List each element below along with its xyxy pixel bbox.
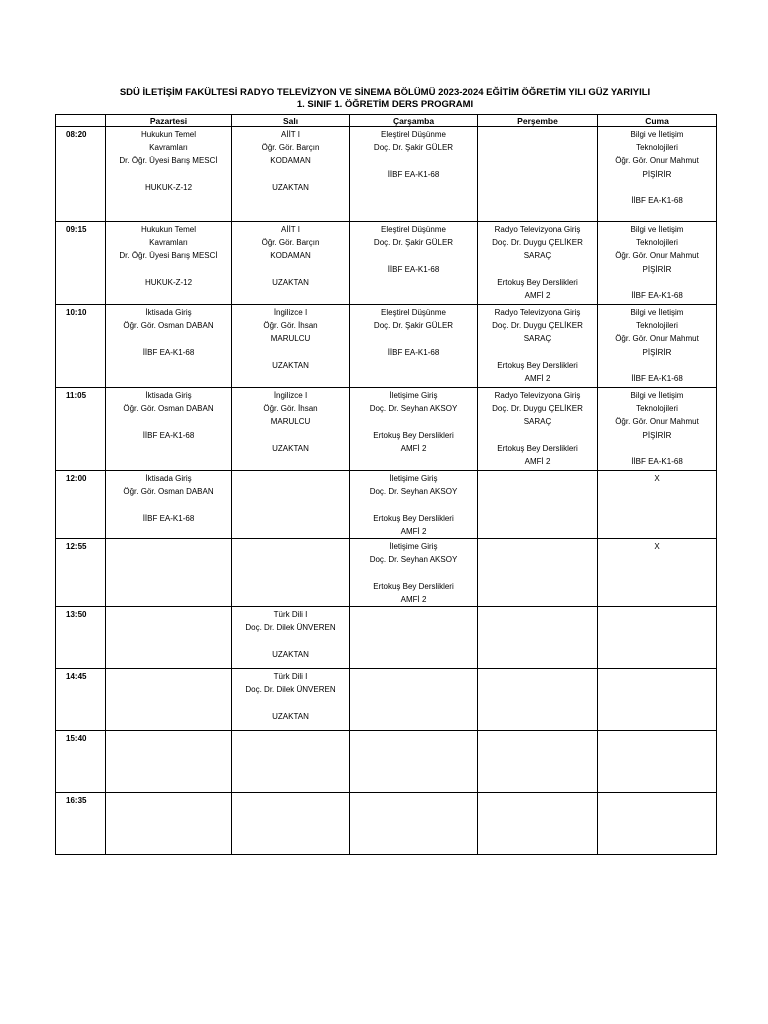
course-text: İktisada Giriş Öğr. Gör. Osman DABAN İİBF EA-K1-68 bbox=[123, 308, 214, 357]
table-row bbox=[56, 388, 717, 471]
course-text: Bilgi ve İletişim Teknolojileri Öğr. Gör. Onur Mahmut PİŞİRİR İİBF EA-K1-68 bbox=[615, 225, 699, 301]
course-cell bbox=[232, 305, 350, 388]
column-header-persembe: Perşembe bbox=[478, 115, 598, 127]
course-cell bbox=[478, 127, 598, 222]
table-row bbox=[56, 127, 717, 222]
course-text: Türk Dili I Doç. Dr. Dilek ÜNVEREN UZAKTAN bbox=[245, 610, 336, 659]
course-text: X bbox=[654, 542, 660, 552]
course-cell bbox=[598, 539, 717, 607]
course-text bbox=[232, 731, 349, 732]
course-cell bbox=[478, 222, 598, 305]
time-slot: 15:40 bbox=[56, 731, 106, 793]
column-header-cuma: Cuma bbox=[598, 115, 717, 127]
course-cell bbox=[232, 731, 350, 793]
time-slot: 14:45 bbox=[56, 669, 106, 731]
course-cell bbox=[106, 669, 232, 731]
course-cell bbox=[106, 607, 232, 669]
course-cell bbox=[598, 222, 717, 305]
time-slot: 09:15 bbox=[56, 222, 106, 305]
course-cell bbox=[106, 388, 232, 471]
course-text: İletişime Giriş Doç. Dr. Seyhan AKSOY Ertokuş Bey Derslikleri AMFİ 2 bbox=[369, 542, 458, 604]
course-cell bbox=[478, 539, 598, 607]
time-slot: 10:10 bbox=[56, 305, 106, 388]
course-text: AİİT I Öğr. Gör. Barçın KODAMAN UZAKTAN bbox=[261, 130, 320, 192]
course-cell bbox=[350, 731, 478, 793]
course-text: İktisada Giriş Öğr. Gör. Osman DABAN İİBF EA-K1-68 bbox=[123, 474, 214, 523]
course-cell bbox=[106, 731, 232, 793]
course-text bbox=[350, 607, 477, 608]
course-text: Eleştirel Düşünme Doç. Dr. Şakir GÜLER İİBF EA-K1-68 bbox=[373, 225, 454, 274]
course-cell bbox=[106, 222, 232, 305]
course-cell bbox=[106, 305, 232, 388]
course-text bbox=[598, 669, 716, 670]
course-text bbox=[478, 127, 597, 128]
course-cell bbox=[478, 471, 598, 539]
column-header-pazartesi: Pazartesi bbox=[106, 115, 232, 127]
course-cell bbox=[598, 607, 717, 669]
table-row bbox=[56, 731, 717, 793]
course-text: Türk Dili I Doç. Dr. Dilek ÜNVEREN UZAKTAN bbox=[245, 672, 336, 721]
header-row bbox=[56, 115, 717, 127]
course-cell bbox=[232, 471, 350, 539]
course-cell bbox=[478, 793, 598, 855]
course-text bbox=[106, 731, 231, 732]
course-cell bbox=[478, 305, 598, 388]
course-text: Hukukun Temel Kavramları Dr. Öğr. Üyesi Barış MESCİ HUKUK-Z-12 bbox=[119, 225, 218, 287]
time-slot: 16:35 bbox=[56, 793, 106, 855]
course-text: İngilizce I Öğr. Gör. İhsan MARULCU UZAKTAN bbox=[263, 308, 318, 370]
course-cell bbox=[232, 388, 350, 471]
course-cell bbox=[478, 388, 598, 471]
course-text bbox=[350, 669, 477, 670]
course-cell bbox=[106, 793, 232, 855]
course-text: İletişime Giriş Doç. Dr. Seyhan AKSOY Ertokuş Bey Derslikleri AMFİ 2 bbox=[369, 474, 458, 536]
course-text: Bilgi ve İletişim Teknolojileri Öğr. Gör. Onur Mahmut PİŞİRİR İİBF EA-K1-68 bbox=[615, 308, 699, 384]
column-header-time bbox=[56, 115, 106, 127]
course-cell bbox=[106, 127, 232, 222]
page-subtitle: 1. SINIF 1. ÖĞRETİM DERS PROGRAMI bbox=[296, 99, 474, 110]
course-text bbox=[478, 669, 597, 670]
course-text bbox=[598, 793, 716, 794]
course-cell bbox=[478, 607, 598, 669]
table-row bbox=[56, 222, 717, 305]
course-cell bbox=[598, 305, 717, 388]
course-text: Eleştirel Düşünme Doç. Dr. Şakir GÜLER İİBF EA-K1-68 bbox=[373, 308, 454, 357]
course-cell bbox=[478, 731, 598, 793]
course-cell bbox=[106, 539, 232, 607]
course-cell bbox=[106, 471, 232, 539]
course-text: İngilizce I Öğr. Gör. İhsan MARULCU UZAKTAN bbox=[263, 391, 318, 453]
course-text bbox=[478, 471, 597, 472]
course-cell bbox=[478, 669, 598, 731]
course-text: Radyo Televizyona Giriş Doç. Dr. Duygu ÇELİKER SARAÇ Ertokuş Bey Derslikleri AMFİ 2 bbox=[492, 308, 583, 384]
time-slot: 11:05 bbox=[56, 388, 106, 471]
course-text: Bilgi ve İletişim Teknolojileri Öğr. Gör. Onur Mahmut PİŞİRİR İİBF EA-K1-68 bbox=[615, 130, 699, 206]
course-text bbox=[478, 731, 597, 732]
course-text: AİİT I Öğr. Gör. Barçın KODAMAN UZAKTAN bbox=[261, 225, 320, 287]
time-slot: 12:00 bbox=[56, 471, 106, 539]
course-cell bbox=[232, 222, 350, 305]
course-text bbox=[598, 607, 716, 608]
course-text bbox=[106, 607, 231, 608]
time-slot: 12:55 bbox=[56, 539, 106, 607]
table-row bbox=[56, 607, 717, 669]
course-cell bbox=[350, 222, 478, 305]
course-cell bbox=[350, 539, 478, 607]
table-row bbox=[56, 305, 717, 388]
course-text: X bbox=[654, 474, 660, 483]
course-text bbox=[350, 793, 477, 794]
course-text bbox=[478, 539, 597, 540]
course-text bbox=[350, 731, 477, 732]
course-cell bbox=[232, 539, 350, 607]
course-cell bbox=[232, 607, 350, 669]
course-text bbox=[106, 793, 231, 794]
page-title: SDÜ İLETİŞİM FAKÜLTESİ RADYO TELEVİZYON VE SİNEMA BÖLÜMÜ 2023-2024 EĞİTİM ÖĞRETİM YILI GÜZ YARIYILI bbox=[119, 87, 651, 98]
course-text bbox=[478, 793, 597, 794]
course-cell bbox=[598, 127, 717, 222]
course-text: Hukukun Temel Kavramları Dr. Öğr. Üyesi Barış MESCİ HUKUK-Z-12 bbox=[119, 130, 218, 192]
course-cell bbox=[350, 388, 478, 471]
table-row bbox=[56, 539, 717, 607]
course-text: Bilgi ve İletişim Teknolojileri Öğr. Gör. Onur Mahmut PİŞİRİR İİBF EA-K1-68 bbox=[615, 391, 699, 467]
course-cell bbox=[232, 669, 350, 731]
course-text: Radyo Televizyona Giriş Doç. Dr. Duygu ÇELİKER SARAÇ Ertokuş Bey Derslikleri AMFİ 2 bbox=[492, 225, 583, 301]
course-cell bbox=[350, 127, 478, 222]
table-row bbox=[56, 471, 717, 539]
course-cell bbox=[350, 793, 478, 855]
course-cell bbox=[232, 793, 350, 855]
course-cell bbox=[350, 471, 478, 539]
course-text: İktisada Giriş Öğr. Gör. Osman DABAN İİBF EA-K1-68 bbox=[123, 391, 214, 440]
course-text bbox=[106, 539, 231, 540]
course-cell bbox=[350, 305, 478, 388]
course-text bbox=[106, 669, 231, 670]
time-slot: 13:50 bbox=[56, 607, 106, 669]
course-text bbox=[232, 539, 349, 540]
time-slot: 08:20 bbox=[56, 127, 106, 222]
table-row bbox=[56, 793, 717, 855]
table-row bbox=[56, 669, 717, 731]
schedule-table bbox=[55, 114, 717, 855]
course-text bbox=[478, 607, 597, 608]
course-cell bbox=[598, 669, 717, 731]
course-text: İletişime Giriş Doç. Dr. Seyhan AKSOY Ertokuş Bey Derslikleri AMFİ 2 bbox=[369, 391, 458, 453]
course-text bbox=[232, 793, 349, 794]
course-cell bbox=[350, 607, 478, 669]
course-text: Eleştirel Düşünme Doç. Dr. Şakir GÜLER İİBF EA-K1-68 bbox=[373, 130, 454, 179]
course-cell bbox=[598, 793, 717, 855]
course-text bbox=[232, 471, 349, 472]
course-cell bbox=[232, 127, 350, 222]
course-cell bbox=[598, 731, 717, 793]
column-header-carsamba: Çarşamba bbox=[350, 115, 478, 127]
course-cell bbox=[598, 388, 717, 471]
course-text: Radyo Televizyona Giriş Doç. Dr. Duygu ÇELİKER SARAÇ Ertokuş Bey Derslikleri AMFİ 2 bbox=[492, 391, 583, 467]
column-header-sali: Salı bbox=[232, 115, 350, 127]
course-text bbox=[598, 731, 716, 732]
course-cell bbox=[598, 471, 717, 539]
course-cell bbox=[350, 669, 478, 731]
